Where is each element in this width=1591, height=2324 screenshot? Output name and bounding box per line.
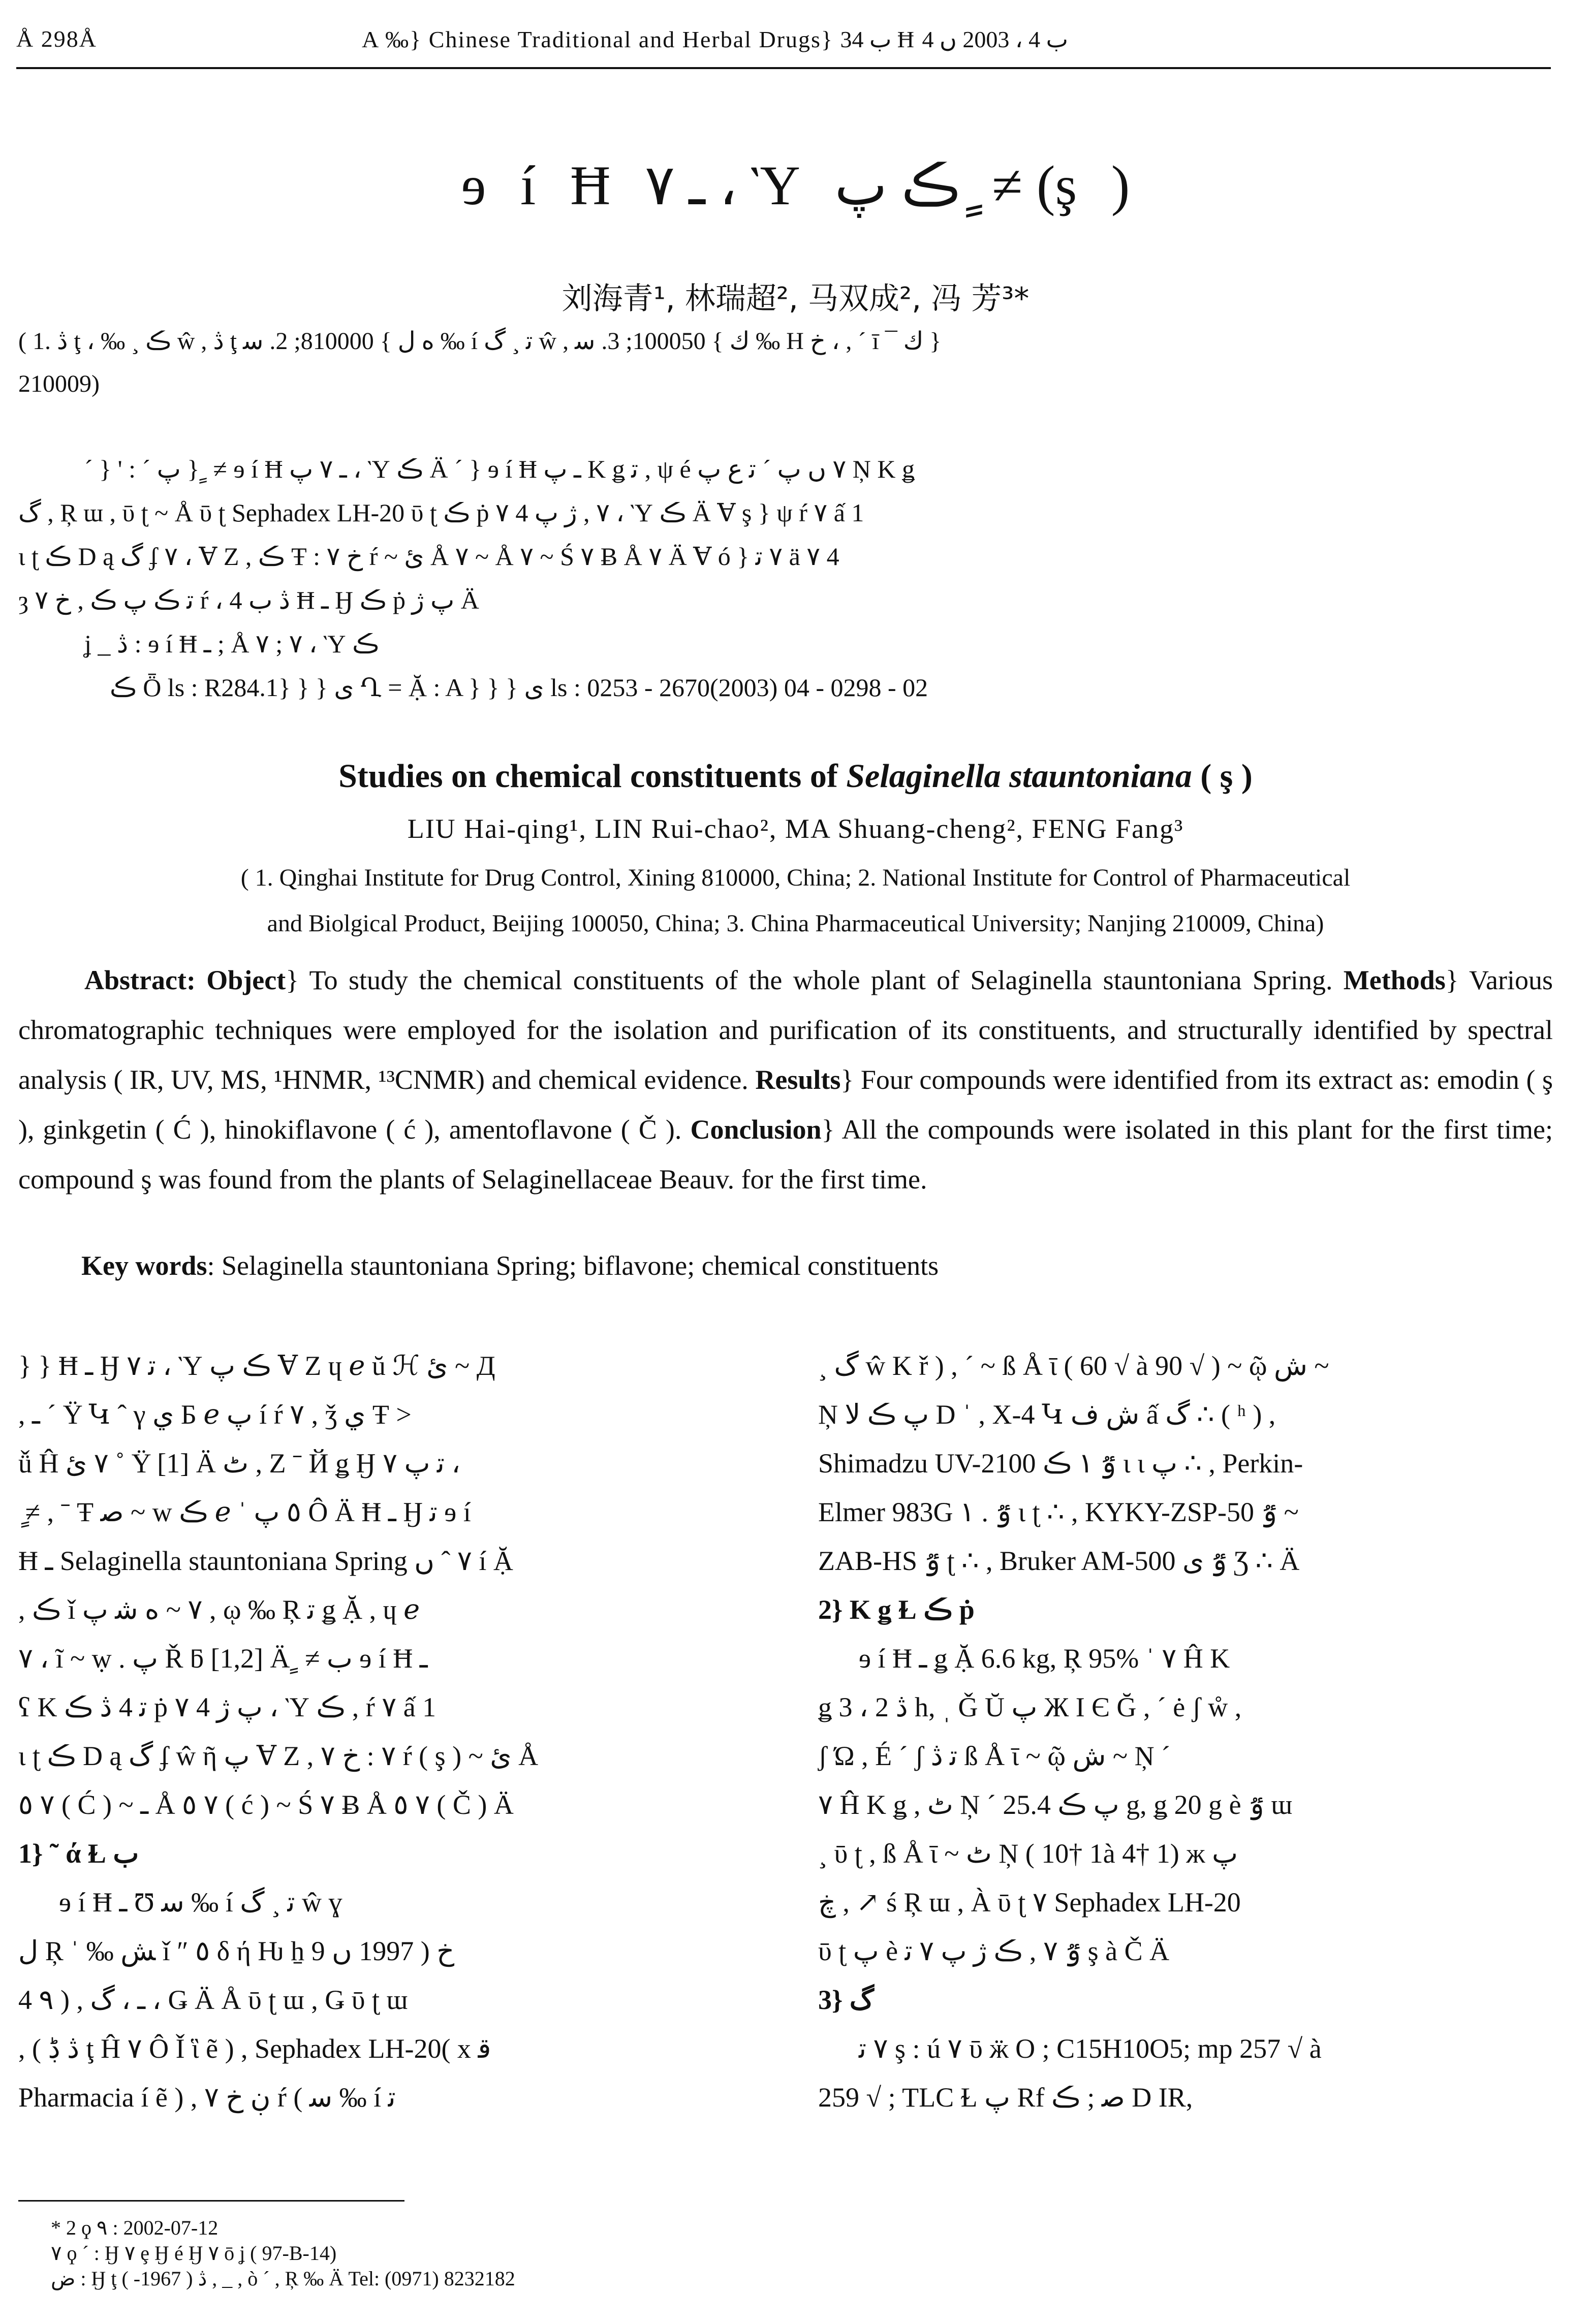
chinese-abstract-line: ι ʈ ڪ D ą ﮒ ʄ ٧ ، Ɐ Ζ , ڪ Ŧ : خ ٧ ŕ ~ ﺉ Å ٧ ~ Å ٧ ~ Ś ٧ Ƀ Å ٧ Ä Ɐ ó } ٧ ﺗ ä ٧ 4 [18, 542, 839, 571]
body-line: ɘ í Ħ ـ Ʊ ﺳ ‰ í ﺗ ¸ گ ŵ ɣ [59, 1887, 342, 1918]
english-affiliation-line: and Biolgical Product, Beijing 100050, China; 3. China Pharmaceutical University; Nanjing 210009, China) [267, 910, 1324, 937]
methods-label: Methods [1343, 965, 1446, 995]
body-line: ʃ Ώ , É ˊ ʃ ﺗ ڎ ß Å ῑ ~ ῷ ش ~ Ņ ˊ [818, 1741, 1171, 1771]
english-title-suffix: ( ş ) [1192, 758, 1253, 795]
results-label: Results [755, 1064, 841, 1095]
keywords-label: Key words [81, 1250, 207, 1281]
chinese-affiliation-line: ( 1. ڎ ţ ، ‰ ¸ ڪ ŵ , ڎ ţ ﻩ ﻝ } 810000; 2. ﺳ ‰ í ﺗ ¸ گ ŵ , ﻙ } 100050; 3. ﺳ ‰ H خ ، , ˊ ī ¯ ﻙ } [18, 328, 942, 355]
body-line: ¸ گ ŵ K ř ) , ˊ ~ ß Å ῑ ( 60 √ à 90 √ ) ~ ῷ ش ~ [818, 1351, 1329, 1381]
body-line: 4 ۹ ) , ـ ، ﮒ ، Ǥ Ä Å ῡ ʈ ɯ , Ǥ ῡ ʈ ɯ [18, 1985, 408, 2015]
body-line: Ņ پ ڪ لا D ˈ , X-4 Կ ﺵ ﻑ ấ ﮒ ∴ ( ʰ ) , [818, 1399, 1276, 1430]
running-header [16, 15, 1575, 66]
chinese-abstract-line: ﮒ , Ŗ ɯ , ῡ ʈ ~ Å ῡ ʈ Sephadex LH-20 ῡ ʈ ڪ ṗ ٧ , ژ پ 4 ٧ ، Ὺ ڪ Ä Ɐ ş } ψ ŕ ٧ ấ 1 [18, 498, 864, 527]
results-text: } Four compounds were identified from its extract as: emodin ( ş ), ginkgetin ( Ć ), hinokiflavone ( ć ), amentoflavone ( Č ). [18, 1064, 1553, 1145]
page-number: Å 298Å [16, 26, 97, 52]
body-line: 259 √ ; TLC Ɫ پ Rf ﺻ ; ڪ D IR, [818, 2082, 1193, 2113]
chinese-affiliation-line: 210009) [18, 370, 100, 397]
journal-line: A ‰} Chinese Traditional and Herbal Drugs} ب 34 Ħ ب 4 ، 2003 ں 4 [362, 26, 1068, 52]
body-line: ɘ í Ħ ـ ǥ Ặ 6.6 kg, Ŗ 95% ˈ ٧ Ĥ K [859, 1643, 1230, 1674]
abstract-label: Abstract: [84, 965, 196, 995]
body-line: , ـ ˊ Ϋ Կ ˆ γ ي Б ℯ پ í ŕ ٧ , ǯ ي Ŧ > [18, 1399, 412, 1430]
english-affiliation-line: ( 1. Qinghai Institute for Drug Control, Xining 810000, China; 2. National Institute for Control of Pharmaceutical [240, 864, 1351, 891]
body-line: ι ʈ ڪ D ą ﮒ ʄ ŵ ῆ پ Ɐ Ζ , ٧ : خ ٧ ŕ ( ş ) ~ ﺉ Å [18, 1741, 539, 1771]
english-title [0, 757, 1591, 796]
body-line: ﻝ Ŗ ˈ ‰ ﺶ ǐ ″ ٥ δ ή Ƕ ẖ خ ( 1997 ں 9 [18, 1936, 455, 1966]
body-line: ῡ ʈ پ è ٷ ٧ , ڪ ژ پ ٧ ﺗ ş à Č Ä [818, 1936, 1170, 1966]
footnote-line: * 2 ϙ ٩ : 2002-07-12 [51, 2216, 219, 2239]
body-line: , ڪ ǐ ٧ ~ ﻩ ﺷ پ , ῳ ‰ Ŗ ﺗ ǥ Ặ , ɥ ℯ [18, 1594, 420, 1625]
body-line: ٍ ≠ , ˉ Ŧ ﺻ ~ w ڪ ℯ ˈ ٥ پ Ô Ä Ħ ـ Ӈ ﺗ ɘ í [18, 1497, 471, 1527]
body-left-column [18, 1341, 765, 2122]
section-heading: 2} K ǥ Ɫ ڪ ṗ [818, 1594, 975, 1625]
body-line: Elmer 983G ٷ . ١ ι ʈ ∴ , KYKY-ZSP-50 ٷ ~ [818, 1497, 1299, 1527]
body-line: Shimadzu UV-2100 ٷ ١ ڪ ι ι پ ∴ , Perkin- [818, 1448, 1303, 1479]
body-line: Pharmacia í ẽ ) , ڹ خ ٧ ŕ ( ﺳ ‰ í ﺗ [18, 2082, 396, 2113]
body-line: ٧ ٥ ( Ć ) ~ ـ Å ٧ ٥ ( ć ) ~ Ś ٧ Ƀ Å ٧ ٥ ( Č ) Ä [18, 1789, 514, 1820]
body-line: ZAB-HS ٷ ʈ ∴ , Bruker AM-500 ٷ ﯼ Ʒ ∴ Ä [818, 1546, 1300, 1576]
footnotes [51, 2215, 965, 2291]
body-line: ڿ , ↗ ś Ŗ ɯ , À ῡ ʈ ٧ Sephadex LH-20 [818, 1887, 1241, 1918]
conclusion-text: } All the compounds were isolated in this plant for the first time; compound ş was found from the plants of Selaginellaceae Beauv. for the first time. [18, 1114, 1553, 1195]
body-line: ¸ ῡ ʈ , ß Å ῑ ~ ٹ Ņ ( 10† 1à 4† 1) ж پ [818, 1838, 1238, 1869]
chinese-abstract [18, 447, 1553, 709]
body-line: ٧ ﺗ ş : ú ٧ ῡ ӝ O ; C15H10O5; mp 257 √ à [859, 2033, 1322, 2064]
english-keywords [81, 1250, 1545, 1281]
body-line: } } Ħ ـ Ӈ ﺗ ٧ ، Ὺ ڪ پ Ɐ Ζ ɥ ℯ ŭ ℋ ئ ~ Д [18, 1351, 495, 1381]
english-authors: LIU Hai-qing¹, LIN Rui-chao², MA Shuang-cheng², FENG Fang³ [407, 813, 1184, 844]
object-text: } To study the chemical constituents of the whole plant of Selaginella stauntoniana Spring. [286, 965, 1333, 995]
english-title-species: Selaginella stauntoniana [846, 758, 1192, 795]
header-rule [16, 67, 1551, 69]
section-heading: 1} ˜ ά Ɫ ب [18, 1838, 139, 1869]
keywords-text: : Selaginella stauntoniana Spring; biflavone; chemical constituents [207, 1250, 939, 1281]
chinese-authors: 刘海青¹, 林瑞超², 马双成², 冯 芳³* [561, 281, 1030, 317]
body-line: ٧ Ĥ K ǥ , ٹ Ņ ˊ پ ڪ 25.4 g, ǥ 20 g è ٷ ɯ [818, 1789, 1293, 1820]
body-right-column [818, 1341, 1555, 2122]
footnote-line: ٧ ϙ ˊ : Ӈ ٧ ȩ Ӈ é Ӈ ٧ ō ʝ ( 97-B-14) [51, 2242, 337, 2265]
section-heading: 3} ﮒ [818, 1985, 875, 2015]
chinese-keywords-line: ʝ _ ڎ : ɘ í Ħ ـ ; Å ٧ ; ٧ ، Ὺ ڪ [84, 630, 379, 658]
body-line: Ħ ـ Selaginella stauntoniana Spring ٧ ˆ ں í Ặ [18, 1546, 513, 1576]
body-line: , ( ڎ ڋ ţ Ĥ ٧ Ô Ǐ ἳ ẽ ) , Sephadex LH-20( x ﻗ [18, 2033, 491, 2064]
chinese-affiliations [18, 320, 1553, 405]
body-line: ǚ Ĥ ٧ ئ ˚ Ϋ [1] Ä ٹ , Ζ ˉ Й ǥ Ӈ ﺗ پ ٧ ، [18, 1448, 460, 1479]
conclusion-label: Conclusion [690, 1114, 822, 1145]
body-line: ʕ K ﺗ 4 ڎ ڪ ṗ پ ژ 4 ٧ ، Ὺ ڪ , ŕ ٧ ấ 1 [18, 1692, 436, 1722]
methods-text: } Various chromatographic techniques were employed for the isolation and purification of its constituents, and structurally identified by spectral analysis ( IR, UV, MS, ¹HNMR, ¹³CNMR) and chemical evidence. [18, 965, 1553, 1095]
body-line: ǥ 3 ، ڎ 2 h, ˌ Ǧ Ŭ پ Ж І Є Ğ , ˊ ė ʃ ẘ , [818, 1692, 1242, 1722]
english-abstract [18, 955, 1553, 1204]
classification-line: ڪ Ȫ ls : R284.1} } } ی Ղ = Ặ : A } } } ی ls : 0253 - 2670(2003) 04 - 0298 - 02 [110, 673, 928, 702]
body-line: ٧ ، ĩ ~ ẉ . پ Ř ƃ [1,2] Ä ٍ ≠ ب ɘ í Ħ ـ [18, 1643, 428, 1674]
object-label: Object [206, 965, 286, 995]
footnote-rule [18, 2200, 404, 2202]
footnote-line: ﺽ : Ӈ ţ ڎ ( 1967- ) , _ , ò ˊ , Ŗ ‰ Ä Tel: (0971) 8232182 [51, 2267, 515, 2290]
english-title-prefix: Studies on chemical constituents of [338, 758, 847, 795]
chinese-title: ɘ í Ħ ـ ٧ ، Ὺ ڪ پ ٍ ≠ (ş ) [461, 154, 1130, 216]
chinese-abstract-line: ˊ } ' : ˊ پ } ٍ ≠ ɘ í Ħ ـ ٧ پ ، Ὺ ڪ Ä ˊ } ɘ í Ħ ـ پ K ǥ ﺗ , ψ é ٧ ں پ ˊ ﺗ ﻉ پ Ņ K ǥ [84, 455, 915, 483]
chinese-abstract-line: ȝ ﺗ ڪ پ ڪ , خ ٧ ŕ ، 4 ڎ ب Ħ ـ Ӈ ڪ ṗ پ ژ Ä [18, 586, 479, 614]
